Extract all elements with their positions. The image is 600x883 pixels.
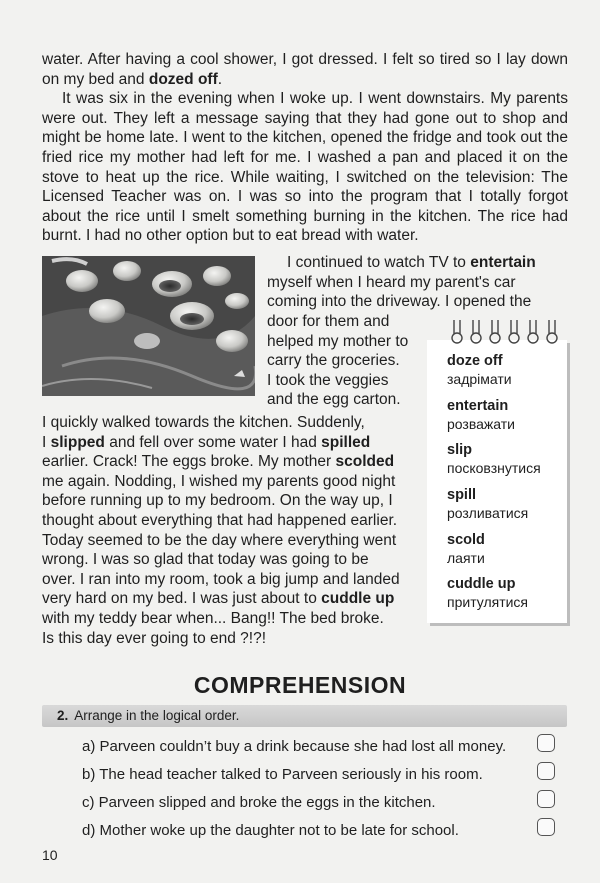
glossary-item: scold лаяти [447, 532, 485, 566]
story-wrap-right: I continued to watch TV to entertain myself when I heard my parent's car coming into the driveway. I opened the [267, 254, 536, 311]
task-text: Arrange in the logical order. [74, 708, 240, 723]
answer-checkbox-c[interactable] [537, 790, 555, 808]
vocab-slipped: slipped [50, 433, 105, 451]
glossary-item: doze off задрімати [447, 353, 512, 387]
option-d: d) Mother woke up the daughter not to be late for school. [82, 822, 459, 839]
vocabulary-notepad [427, 340, 567, 623]
story-wrap-narrow: door for them and helped my mother to carry the groceries. I took the veggies and the egg carton. [267, 313, 409, 409]
glossary-item: slip посковзнутися [447, 442, 541, 476]
story-paragraph-2: It was six in the evening when I woke up. I went downstairs. My parents were out. They left a message saying that they had gone out to shop and might be home late. I went to the kitchen, opened the fridge and took out the fried rice my mother had left for me. I washed a pan and placed it on the stove to heat up the rice. While waiting, I switched on the television: The Licensed Teacher was on. I was so into the program that I totally forgot about the rice until I smelt something burning in the kitchen. The rice had burnt. I had no other option but to eat bread with water. [42, 90, 568, 245]
story-paragraph-1: water. After having a cool shower, I got dressed. I felt so tired so I lay down on my bed and dozed off. [42, 51, 568, 88]
vocab-entertain: entertain [470, 254, 536, 271]
option-a: a) Parveen couldn’t buy a drink because she had lost all money. [82, 738, 507, 755]
vocab-scolded: scolded [335, 453, 395, 471]
answer-checkbox-a[interactable] [537, 734, 555, 752]
broken-eggs-photo [42, 256, 255, 396]
glossary-item: spill розливатися [447, 487, 529, 521]
answer-checkbox-b[interactable] [537, 762, 555, 780]
story-wrap-bottom: I quickly walked towards the kitchen. Suddenly, I slipped and fell over some water I had spilled earlier. Crack! The eggs broke. My mother scolded me again. Nodding, I wished my parents good night before running up to my bedroom. On the way up, I thought about everything that had happened earlier. Today seemed to be the day where everything went wrong. I was so glad that today was going to be over. I ran into my room, took a big jump and landed very hard on my bed. I was just about to cuddle up with my teddy bear when... Bang!! The bed broke. Is this day ever going to end ?!?! [42, 414, 400, 647]
vocab-dozed-off: dozed off [148, 70, 218, 88]
glossary-item: cuddle up притулятися [447, 576, 529, 610]
page-number: 10 [42, 847, 58, 863]
section-title: COMPREHENSION [193, 672, 407, 698]
option-b: b) The head teacher talked to Parveen seriously in his room. [82, 766, 483, 783]
vocab-cuddle-up: cuddle up [321, 590, 395, 608]
notepad-rings-icon [447, 318, 567, 348]
story-text [42, 50, 568, 246]
vocab-spilled: spilled [321, 433, 371, 451]
task-instruction [42, 705, 567, 727]
glossary-item: entertain розважати [447, 398, 515, 432]
task-number: 2. [57, 708, 69, 723]
option-c: c) Parveen slipped and broke the eggs in the kitchen. [82, 794, 436, 811]
answer-checkbox-d[interactable] [537, 818, 555, 836]
